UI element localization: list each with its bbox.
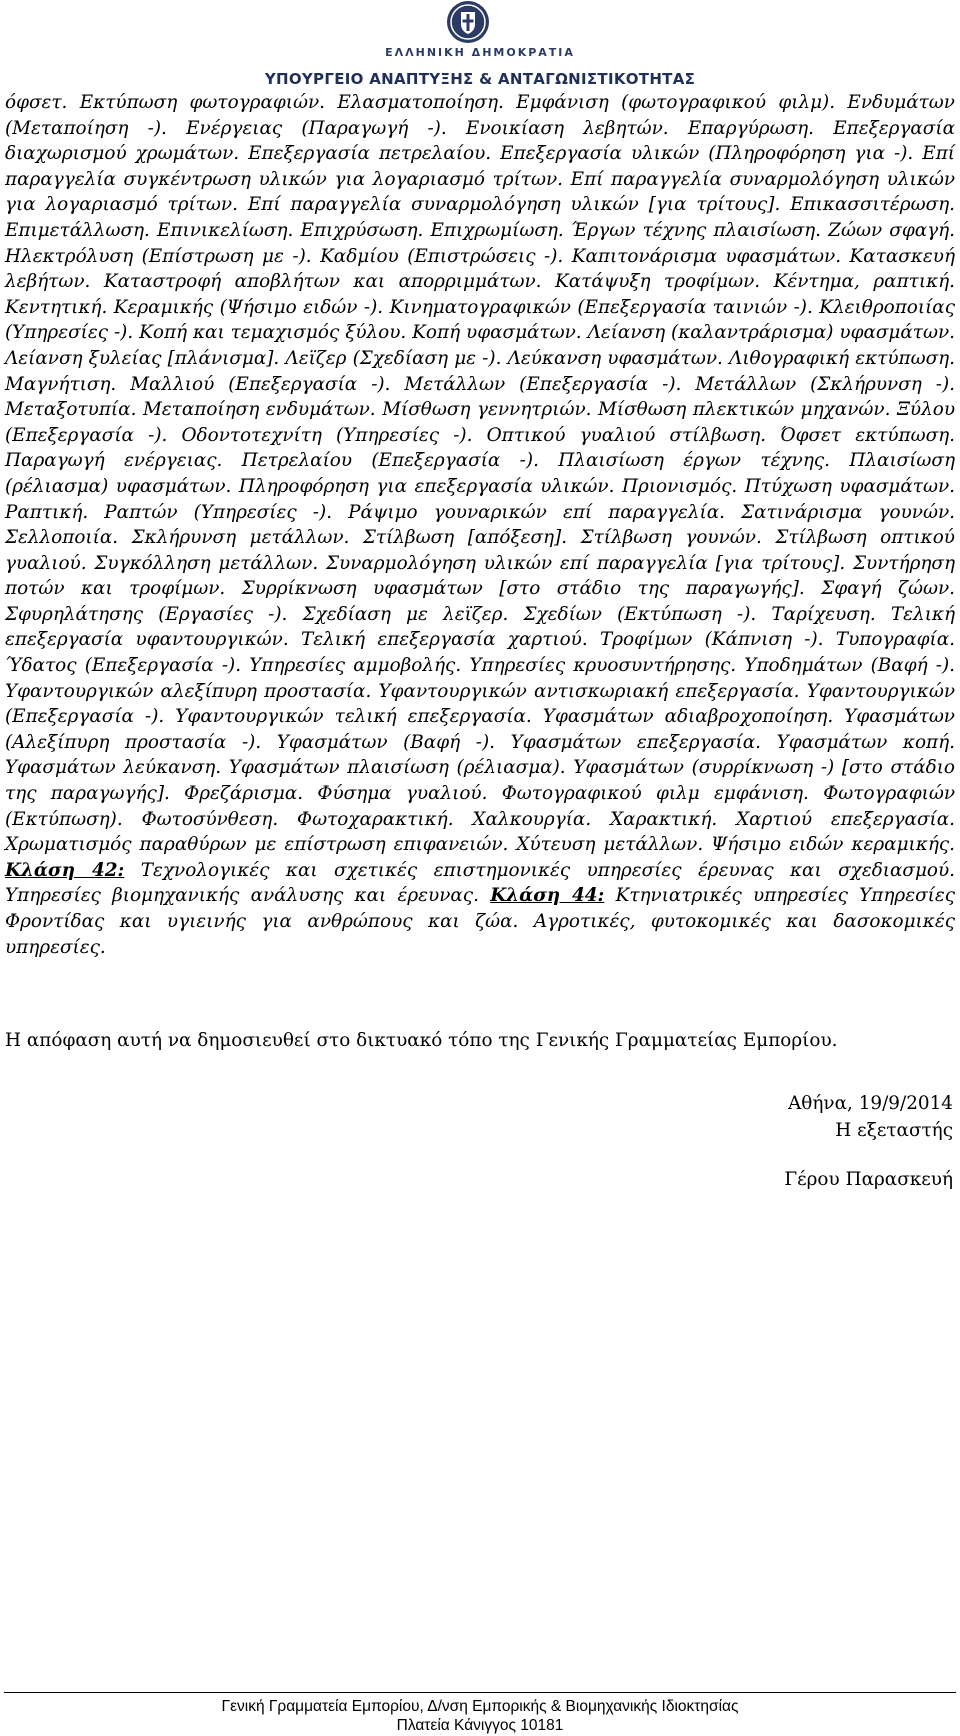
footer-department: Γενική Γραμματεία Εμπορίου, Δ/νση Εμπορικής & Βιομηχανικής Ιδιοκτησίας bbox=[221, 1698, 739, 1715]
services-list-paragraph bbox=[5, 90, 955, 960]
examiner-name: Γέρου Παρασκευή bbox=[784, 1169, 953, 1190]
ministry-title: ΥΠΟΥΡΓΕΙΟ ΑΝΑΠΤΥΞΗΣ & ΑΝΤΑΓΩΝΙΣΤΙΚΟΤΗΤΑΣ bbox=[264, 70, 696, 88]
republic-title: ΕΛΛΗΝΙΚΗ ΔΗΜΟΚΡΑΤΙΑ bbox=[385, 46, 575, 59]
footer bbox=[0, 1697, 960, 1735]
footer-address: Πλατεία Κάνιγγος 10181 bbox=[396, 1717, 564, 1734]
date-block bbox=[788, 1090, 953, 1144]
place-date: Αθήνα, 19/9/2014 bbox=[788, 1093, 953, 1114]
class-42-text: Τεχνολογικές και σχετικές επιστημονικές υπηρεσίες έρευνας και σχεδιασμού. Υπηρεσίες βιομηχανικής ανάλυσης και έρευνας. bbox=[5, 859, 955, 907]
class-44-label: Κλάση 44: bbox=[490, 885, 605, 907]
class-44-text: Κτηνιατρικές υπηρεσίες Υπηρεσίες Φροντίδας και υγιεινής για ανθρώπους και ζώα. Αγροτικές, φυτοκομικές και δασοκομικές υπηρεσίες. bbox=[5, 885, 955, 958]
class-41-continued-text: όφσετ. Εκτύπωση φωτογραφιών. Ελασματοποίηση. Εμφάνιση (φωτογραφικού φιλμ). Ενδυμάτων (Μεταποίηση -). Ενέργειας (Παραγωγή -). Ενοικίαση λεβητών. Επαργύρωση. Επεξεργασία διαχωρισμού χρωμάτων. Επεξεργασία πετρελαίου. Επεξεργασία υλικών (Πληροφόρηση για -). Επί παραγγελία συγκέντρωση υλικών για λογαριασμό τρίτων. Επί παραγγελία συναρμολόγηση υλικών για λογαριασμό τρίτων. Επί παραγγελία συναρμολόγηση υλικών [για τρίτους]. Επικασσιτέρωση. Επιμετάλλωση. Επινικελίωση. Επιχρύσωση. Επιχρωμίωση. Έργων τέχνης πλαισίωση. Ζώων σφαγή. Ηλεκτρόλυση (Επίστρωση με -). Καδμίου (Επιστρώσεις -). Καπιτονάρισμα υφασμάτων. Κατασκευή λεβήτων. Καταστροφή αποβλήτων και απορριμμάτων. Κατάψυξη τροφίμων. Κέντημα, ραπτική. Κεντητική. Κεραμικής (Ψήσιμο ειδών -). Κινηματογραφικών (Επεξεργασία ταινιών -). Κλειθροποιίας (Υπηρεσίες -). Κοπή και τεμαχισμός ξύλου. Κοπή υφασμάτων. Λείανση (καλαντράρισμα) υφασμάτων. Λείανση ξυλείας [πλάνισμα]. Λεϊζερ (Σχεδίαση με -). Λεύκανση υφασμάτων. Λιθογραφική εκτύπωση. Μαγνήτιση. Μαλλιού (Επεξεργασία -). Μετάλλων (Επεξεργασία -). Μετάλλων (Σκλήρυνση -). Μεταξοτυπία. Μεταποίηση ενδυμάτων. Μίσθωση γεννητριών. Μίσθωση πλεκτικών μηχανών. Ξύλου (Επεξεργασία -). Οδοντοτεχνίτη (Υπηρεσίες -). Οπτικού γυαλιού στίλβωση. Όφσετ εκτύπωση. Παραγωγή ενέργειας. Πετρελαίου (Επεξεργασία -). Πλαισίωση έργων τέχνης. Πλαισίωση (ρέλιασμα) υφασμάτων. Πληροφόρηση για επεξεργασία υλικών. Πριονισμός. Πτύχωση υφασμάτων. Ραπτική. Ραπτών (Υπηρεσίες -). Ράψιμο γουναρικών επί παραγγελία. Σατινάρισμα γουνών. Σελλοποιία. Σκλήρυνση μετάλλων. Στίλβωση [απόξεση]. Στίλβωση γουνών. Στίλβωση οπτικού γυαλιού. Συγκόλληση μετάλλων. Συναρμολόγηση υλικών επί παραγγελία [για τρίτους]. Συντήρηση ποτών και τροφίμων. Συρρίκνωση υφασμάτων [στο στάδιο της παραγωγής]. Σφαγή ζώων. Σφυρηλάτησης (Εργασίες -). Σχεδίαση με λεϊζερ. Σχεδίων (Εκτύπωση -). Ταρίχευση. Τελική επεξεργασία υφαντουργικών. Τελική επεξεργασία χαρτιού. Τροφίμων (Κάπνιση -). Τυπογραφία. Ύδατος (Επεξεργασία -). Υπηρεσίες αμμοβολής. Υπηρεσίες κρυοσυντήρησης. Υποδημάτων (Βαφή -). Υφαντουργικών αλεξίπυρη προστασία. Υφαντουργικών αντισκωριακή επεξεργασία. Υφαντουργικών (Επεξεργασία -). Υφαντουργικών τελική επεξεργασία. Υφασμάτων αδιαβροχοποίηση. Υφασμάτων (Αλεξίπυρη προστασία -). Υφασμάτων (Βαφή -). Υφασμάτων επεξεργασία. Υφασμάτων κοπή. Υφασμάτων λεύκανση. Υφασμάτων πλαισίωση (ρέλιασμα). Υφασμάτων (συρρίκνωση -) [στο στάδιο της παραγωγής]. Φρεζάρισμα. Φύσημα γυαλιού. Φωτογραφικού φιλμ εμφάνιση. Φωτογραφιών (Εκτύπωση). Φωτοσύνθεση. Φωτοχαρακτική. Χαλκουργία. Χαρακτική. Χαρτιού επεξεργασία. Χρωματισμός παραθύρων με επίστρωση επιφανειών. Χύτευση μετάλλων. Ψήσιμο ειδών κεραμικής. bbox=[5, 92, 955, 856]
greek-coat-of-arms-icon bbox=[446, 0, 490, 44]
footer-divider bbox=[4, 1692, 956, 1693]
publication-decision: Η απόφαση αυτή να δημοσιευθεί στο δικτυακό τόπο της Γενικής Γραμματείας Εμπορίου. bbox=[5, 1030, 838, 1051]
examiner-title: Η εξεταστής bbox=[835, 1120, 953, 1141]
class-42-label: Κλάση 42: bbox=[5, 859, 125, 881]
